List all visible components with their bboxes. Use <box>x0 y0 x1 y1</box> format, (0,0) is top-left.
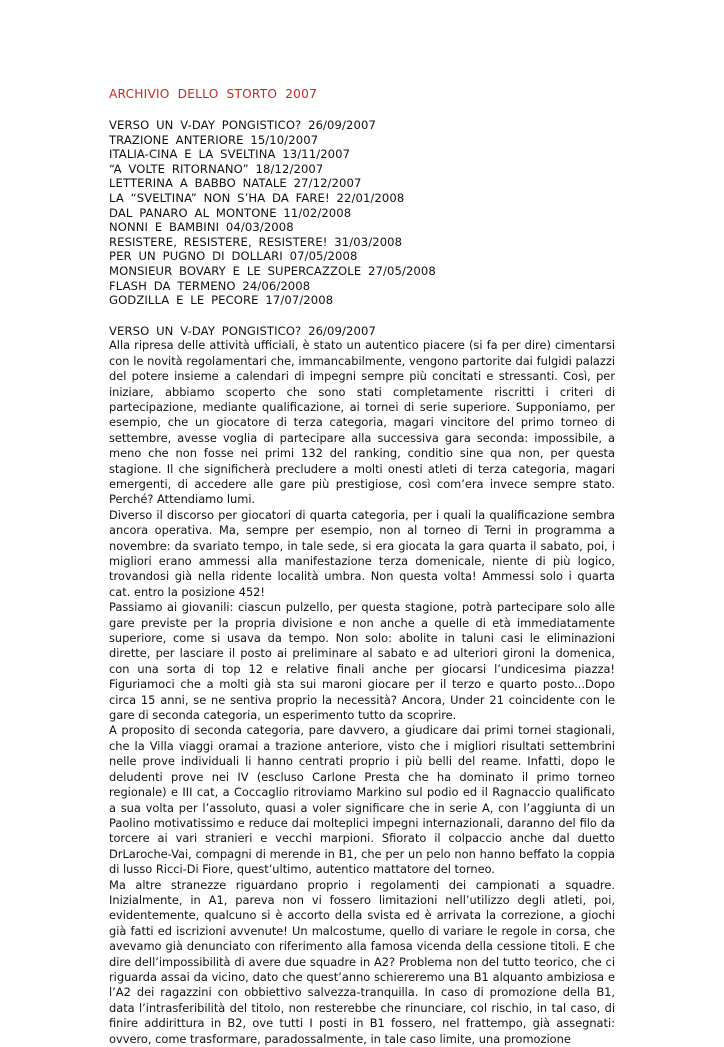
index-item: DAL PANARO AL MONTONE 11/02/2008 <box>109 205 352 220</box>
article-paragraph: Passiamo ai giovanili: ciascun pulzello, per questa stagione, potrà partecipare solo alle gare previste per la propria divisione e non anche a quelle di età immediatamente superiore, come si usava da tempo. Non solo: abolite in taluni casi le eliminazioni dirette, per lasciare il posto ai preliminare al sabato e ad ulteriori gironi la domenica, con una sorta di top 12 e relative finali anche per giocarsi l’undicesima piazza! Figuriamoci che a molti già sta sui maroni giocare per il terzo e quarto posto...Dopo circa 15 anni, se ne sentiva proprio la necessità? Ancora, Under 21 coincidente con le gare di seconda categoria, un esperimento tutto da scoprire. <box>109 600 615 723</box>
document-title: ARCHIVIO DELLO STORTO 2007 <box>109 87 318 101</box>
article-paragraph: Diverso il discorso per giocatori di quarta categoria, per i quali la qualificazione sembra ancora operativa. Ma, sempre per esempio, non al torneo di Terni in programma a novembre: da svariato tempo, in tale sede, si era giocata la gara quarta il sabato, poi, i migliori erano ammessi alla manifestazione terza domenicale, niente di più logico, trovandosi già nella ridente località umbra. Non questa volta! Ammessi solo i quarta cat. entro la posizione 452! <box>109 507 615 599</box>
index-item: FLASH DA TERMENO 24/06/2008 <box>109 278 311 293</box>
index-item: “A VOLTE RITORNANO” 18/12/2007 <box>109 161 324 176</box>
article-paragraph: Ma altre stranezze riguardano proprio i regolamenti dei campionati a squadre. Inizialmente, in A1, pareva non vi fossero limitazioni nell’utilizzo degli atleti, poi, evidentemente, qualcuno si è accorto della svista ed è arrivata la correzione, a giochi già fatti ed iscrizioni avvenute! Un malcostume, quello di variare le regole in corsa, che avevamo già denunciato con riferimento alla famosa vicenda della cessione titoli. E che dire dell’impossibilità di avere due squadre in A2? Problema non del tutto teorico, che ci riguarda assai da vicino, dato che quest’anno schiereremo una B1 alquanto ambiziosa e l’A2 dei ragazzini con obbiettivo salvezza-tranquilla. In caso di promozione della B1, data l’intrasferibilità del titolo, non resterebbe che rinunciare, col rischio, in tal caso, di finire addirittura in B2, ove tutti I posti in B1 fossero, nel frattempo, già assegnati: ovvero, come trasformare, paradossalmente, in tale caso limite, una promozione <box>109 877 615 1046</box>
article-paragraph: Alla ripresa delle attività ufficiali, è stato un autentico piacere (si fa per dire) cimentarsi con le novità regolamentari che, immancabilmente, vengono partorite dai fulgidi palazzi del potere insieme a calendari di impegni sempre più concitati e stressanti. Così, per iniziare, abbiamo scoperto che sono stati completamente riscritti i criteri di partecipazione, mediante qualificazione, ai tornei di serie superiore. Supponiamo, per esempio, che un giocatore di terza categoria, magari vincitore del primo torneo di settembre, avesse voglia di partecipare alla successiva gara seconda: impossibile, a meno che non fosse nei primi 132 del ranking, conditio sine qua non, per questa stagione. Il che significherà precludere a molti onesti atleti di terza categoria, magari emergenti, di accedere alle gare più prestigiose, così com’era invece sempre stato. Perché? Attendiamo lumi. <box>109 338 615 507</box>
index-item: NONNI E BAMBINI 04/03/2008 <box>109 220 294 235</box>
article-paragraph: A proposito di seconda categoria, pare davvero, a giudicare dai primi tornei stagionali, che la Villa viaggi oramai a trazione anteriore, visto che i migliori risultati settembrini nelle prove individuali li hanno centrati proprio i più belli del reame. Infatti, dopo le deludenti prove nei IV (escluso Carlone Presta che ha dominato il primo torneo regionale) e III cat, a Coccaglio ritroviamo Markino sul podio ed il Ragnaccio qualificato a sua volta per l’assoluto, quasi a voler significare che in serie A, con l’aggiunta di un Paolino motivatissimo e reduce dai molteplici impegni internazionali, daranno del filo da torcere ai vari stranieri e vecchi marpioni. Sfiorato il colpaccio anche dal duetto DrLaroche-Vai, compagni di merende in B1, che per un pelo non hanno beffato la coppia di lusso Ricci-Di Fiore, quest’ultimo, autentico mattatore del torneo. <box>109 723 615 877</box>
index-item: TRAZIONE ANTERIORE 15/10/2007 <box>109 132 319 147</box>
article <box>109 324 615 1047</box>
document-page <box>109 86 615 1047</box>
index-item: MONSIEUR BOVARY E LE SUPERCAZZOLE 27/05/2008 <box>109 263 436 278</box>
article-heading: VERSO UN V-DAY PONGISTICO? 26/09/2007 <box>109 323 376 338</box>
index-item: LA “SVELTINA” NON S’HA DA FARE! 22/01/2008 <box>109 190 405 205</box>
index-item: PER UN PUGNO DI DOLLARI 07/05/2008 <box>109 249 358 264</box>
index-item: VERSO UN V-DAY PONGISTICO? 26/09/2007 <box>109 118 376 132</box>
index-item: RESISTERE, RESISTERE, RESISTERE! 31/03/2008 <box>109 234 403 249</box>
index-item: GODZILLA E LE PECORE 17/07/2008 <box>109 293 334 308</box>
article-index <box>109 118 615 308</box>
index-item: LETTERINA A BABBO NATALE 27/12/2007 <box>109 176 362 191</box>
index-item: ITALIA-CINA E LA SVELTINA 13/11/2007 <box>109 147 351 162</box>
